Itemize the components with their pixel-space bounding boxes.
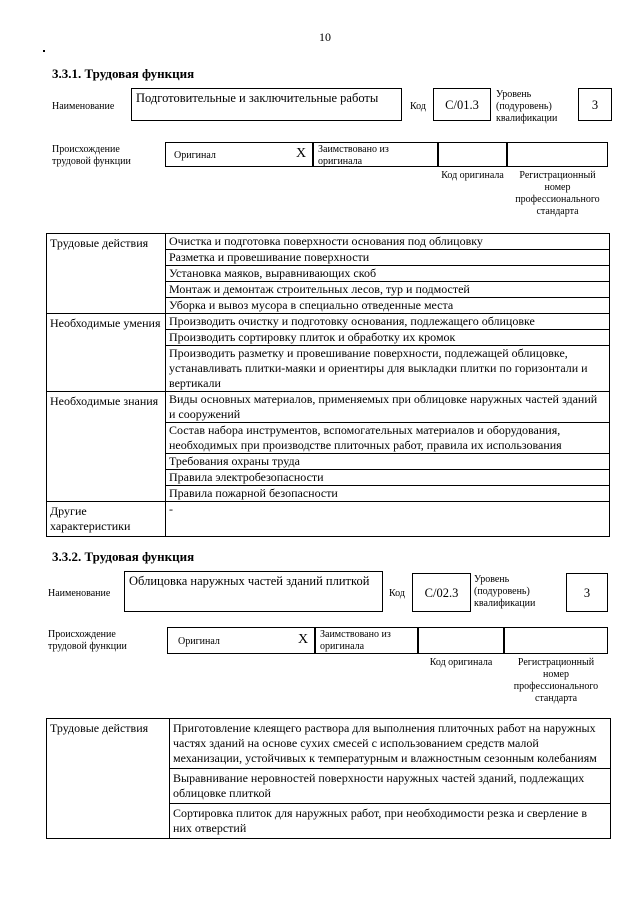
level-value-1: 3 (591, 98, 599, 112)
page-number: 10 (319, 30, 331, 44)
code-value-1: C/01.3 (445, 98, 479, 112)
table-cell: Уборка и вывоз мусора в специально отведенные места (166, 298, 610, 314)
code-value-2: C/02.3 (424, 586, 459, 600)
functions-table-2 (46, 718, 611, 839)
name-value-box-2 (124, 571, 383, 612)
reg-number-cell-2 (504, 627, 608, 654)
reg-number-caption-2: Регистрационный номер профессионального стандарта (513, 657, 599, 704)
table-cell: Сортировка плиток для наружных работ, при необходимости резка и сверление в них отверстий (170, 804, 611, 839)
table-cell: Разметка и провешивание поверхности (166, 250, 610, 266)
section-title-1: 3.3.1. Трудовая функция (52, 66, 195, 81)
borrowed-cell-2 (315, 627, 418, 654)
group-label: Другие характеристики (47, 502, 166, 537)
group-label: Трудовые действия (47, 719, 170, 839)
table-row (47, 392, 610, 423)
code-label-2: Код (389, 588, 405, 599)
name-label-2: Наименование (48, 588, 111, 599)
origin-label-2: Происхождение трудовой функции (48, 629, 127, 652)
table-cell: Требования охраны труда (166, 454, 610, 470)
scan-mark (43, 50, 45, 52)
code-value-box-2 (412, 573, 471, 612)
original-label-1: Оригинал (174, 150, 216, 161)
table-row (47, 234, 610, 250)
section-title-2: 3.3.2. Трудовая функция (52, 549, 195, 564)
code-original-cell-1 (438, 142, 507, 167)
table-cell: Состав набора инструментов, вспомогательных материалов и оборудования, необходимых при производстве плиточных работ, правила их использования (166, 423, 610, 454)
code-label-1: Код (410, 101, 426, 112)
code-original-caption-1: Код оригинала (441, 170, 504, 181)
code-original-caption-2: Код оригинала (429, 657, 493, 668)
table-cell: Монтаж и демонтаж строительных лесов, тур и подмостей (166, 282, 610, 298)
name-label-1: Наименование (52, 101, 115, 112)
level-value-box-1 (578, 88, 612, 121)
name-value-box-1 (131, 88, 402, 121)
borrowed-cell-1 (313, 142, 438, 167)
table-row (47, 314, 610, 330)
level-value-box-2 (566, 573, 608, 612)
level-label-1: Уровень (подуровень) квалификации (496, 89, 558, 124)
borrowed-label-1: Заимствовано из оригинала (318, 144, 389, 167)
table-cell: Выравнивание неровностей поверхности наружных частей зданий, подлежащих облицовке плиткой (170, 769, 611, 804)
original-mark-2: X (298, 632, 309, 647)
reg-number-caption-1: Регистрационный номер профессионального стандарта (515, 170, 600, 217)
original-cell-1 (165, 142, 313, 167)
level-label-2: Уровень (подуровень) квалификации (474, 574, 536, 609)
group-label: Необходимые знания (47, 392, 166, 502)
group-label: Трудовые действия (47, 234, 166, 314)
origin-label-1: Происхождение трудовой функции (52, 144, 131, 167)
group-label: Необходимые умения (47, 314, 166, 392)
table-cell: Установка маяков, выравнивающих скоб (166, 266, 610, 282)
table-cell: Производить разметку и провешивание поверхности, подлежащей облицовке, устанавливать плитки-маяки и ориентиры для выкладки плитки по горизонтали и вертикали (166, 346, 610, 392)
table-cell: Виды основных материалов, применяемых при облицовке наружных частей зданий и сооружений (166, 392, 610, 423)
code-original-cell-2 (418, 627, 504, 654)
original-label-2: Оригинал (178, 636, 220, 647)
reg-number-cell-1 (507, 142, 608, 167)
table-cell: Приготовление клеящего раствора для выполнения плиточных работ на наружных частях зданий на основе сухих смесей с использованием средств малой механизации, устойчивых к температурным и влажностным сезонным колебаниям (170, 719, 611, 769)
table-cell: Правила пожарной безопасности (166, 486, 610, 502)
table-cell: Очистка и подготовка поверхности основания под облицовку (166, 234, 610, 250)
table-cell: Производить очистку и подготовку основания, подлежащего облицовке (166, 314, 610, 330)
code-value-box-1 (433, 88, 491, 121)
original-mark-1: X (296, 146, 307, 161)
original-cell-2 (167, 627, 315, 654)
functions-table-1 (46, 233, 610, 537)
level-value-2: 3 (583, 586, 591, 600)
table-row (47, 502, 610, 537)
table-cell: Правила электробезопасности (166, 470, 610, 486)
table-cell: - (166, 502, 610, 537)
table-row (47, 719, 611, 769)
name-value-2: Облицовка наружных частей зданий плиткой (129, 574, 370, 588)
borrowed-label-2: Заимствовано из оригинала (320, 629, 391, 652)
table-cell: Производить сортировку плиток и обработку их кромок (166, 330, 610, 346)
name-value-1: Подготовительные и заключительные работы (136, 91, 379, 105)
